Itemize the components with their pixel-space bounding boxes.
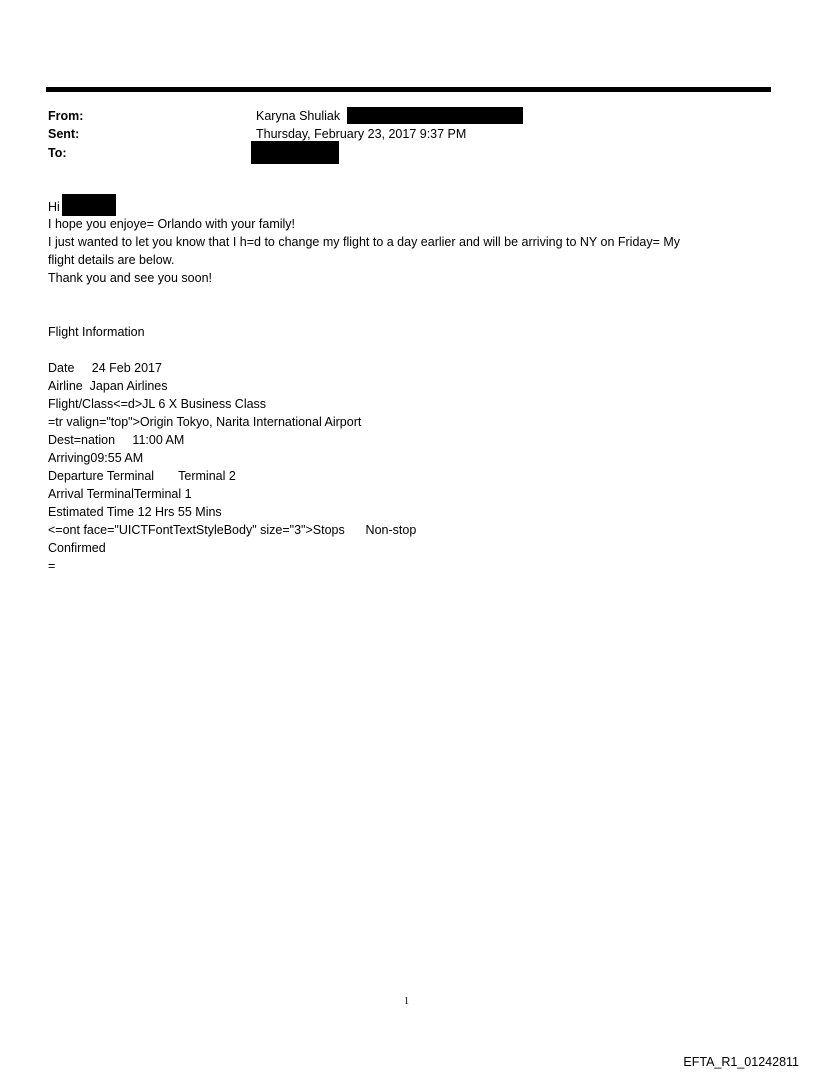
sent-value: Thursday, February 23, 2017 9:37 PM: [256, 127, 467, 141]
header-divider: [46, 87, 771, 92]
flight-line: Dest=nation 11:00 AM: [48, 433, 185, 447]
redaction-to-recipient: [251, 141, 339, 164]
greeting: Hi: [48, 200, 60, 214]
from-label: From:: [48, 109, 84, 123]
bates-id: EFTA_R1_01242811: [683, 1055, 799, 1069]
flight-heading: Flight Information: [48, 325, 145, 339]
flight-line: Departure Terminal Terminal 2: [48, 469, 236, 483]
flight-line: Arriving09:55 AM: [48, 451, 144, 465]
page-number: 1: [404, 996, 409, 1007]
flight-line: =: [48, 559, 56, 573]
flight-line: Estimated Time 12 Hrs 55 Mins: [48, 505, 222, 519]
flight-line: =tr valign="top">Origin Tokyo, Narita International Airport: [48, 415, 362, 429]
flight-line: Confirmed: [48, 541, 106, 555]
body-line: Thank you and see you soon!: [48, 271, 213, 285]
flight-line: <=ont face="UICTFontTextStyleBody" size="3">Stops Non-stop: [48, 523, 417, 537]
body-line: flight details are below.: [48, 253, 175, 267]
body-line: I just wanted to let you know that I h=d to change my flight to a day earlier and will be arriving to NY on Friday= My: [48, 235, 681, 249]
flight-line: Date 24 Feb 2017: [48, 361, 162, 375]
flight-line: Airline Japan Airlines: [48, 379, 168, 393]
body-line: I hope you enjoye= Orlando with your family!: [48, 217, 296, 231]
sent-label: Sent:: [48, 127, 80, 141]
flight-line: Flight/Class<=d>JL 6 X Business Class: [48, 397, 267, 411]
flight-line: Arrival TerminalTerminal 1: [48, 487, 192, 501]
to-label: To:: [48, 146, 67, 160]
redaction-greeting-name: [62, 194, 116, 216]
redaction-from-email: [347, 107, 523, 124]
from-value: Karyna Shuliak: [256, 109, 341, 123]
